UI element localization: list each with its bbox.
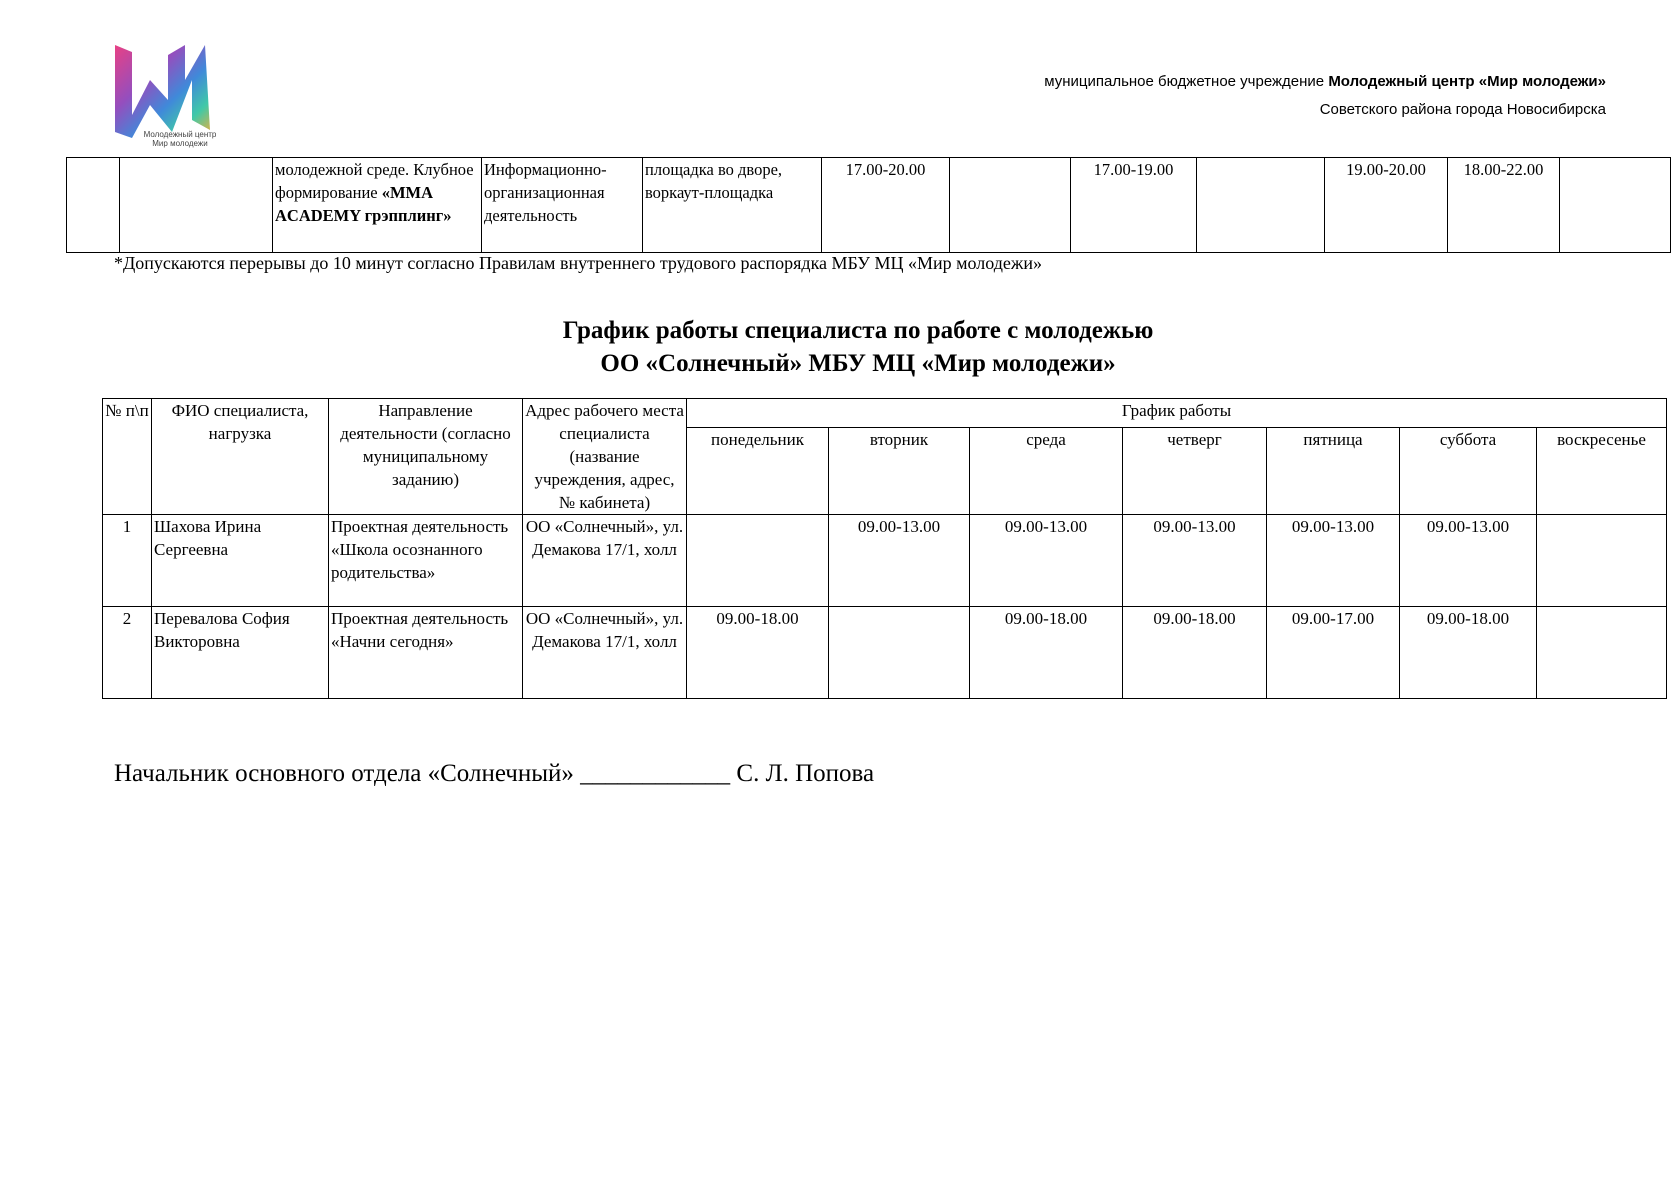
wednesday-cell: 09.00-18.00 (970, 607, 1123, 699)
direction-cell: Проектная деятельность «Школа осознанного родительства» (329, 515, 523, 607)
header-thursday: четверг (1123, 428, 1267, 515)
organization-line-2: Советского района города Новосибирска (1319, 101, 1606, 118)
monday-cell: 17.00-20.00 (822, 158, 950, 253)
saturday-cell: 09.00-18.00 (1400, 607, 1537, 699)
saturday-cell: 18.00-22.00 (1448, 158, 1560, 253)
page-title (0, 314, 1680, 380)
continued-schedule-table (66, 157, 1680, 253)
organization-line-1: муниципальное бюджетное учреждение Молодежный центр «Мир молодежи» (1044, 73, 1606, 90)
table-header-row (103, 399, 1667, 428)
tuesday-cell: 09.00-13.00 (829, 515, 970, 607)
title-line-2: ОО «Солнечный» МБУ МЦ «Мир молодежи» (600, 350, 1116, 377)
tuesday-cell (950, 158, 1071, 253)
direction-cell: молодежной среде. Клубное формирование «MMA ACADEMY грэпплинг» (273, 158, 482, 253)
organization-header (1044, 68, 1606, 124)
saturday-cell: 09.00-13.00 (1400, 515, 1537, 607)
tuesday-cell (829, 607, 970, 699)
friday-cell: 09.00-17.00 (1267, 607, 1400, 699)
name-cell: Шахова Ирина Сергеевна (152, 515, 329, 607)
table-row (103, 515, 1667, 607)
row-number-cell: 2 (103, 607, 152, 699)
header-sunday: воскресенье (1537, 428, 1667, 515)
header-monday: понедельник (687, 428, 829, 515)
wednesday-cell: 17.00-19.00 (1071, 158, 1197, 253)
sunday-cell (1537, 515, 1667, 607)
header-saturday: суббота (1400, 428, 1537, 515)
friday-cell: 19.00-20.00 (1325, 158, 1448, 253)
footnote: *Допускаются перерывы до 10 минут согласно Правилам внутреннего трудового распорядка МБУ МЦ «Мир молодежи» (114, 253, 1042, 273)
header-wednesday: среда (970, 428, 1123, 515)
sunday-cell (1537, 607, 1667, 699)
name-cell: Перевалова София Викторовна (152, 607, 329, 699)
direction-cell: Проектная деятельность «Начни сегодня» (329, 607, 523, 699)
header-tuesday: вторник (829, 428, 970, 515)
wednesday-cell: 09.00-13.00 (970, 515, 1123, 607)
address-cell: ОО «Солнечный», ул. Демакова 17/1, холл (523, 607, 687, 699)
friday-cell: 09.00-13.00 (1267, 515, 1400, 607)
name-cell (120, 158, 273, 253)
schedule-table (102, 398, 1667, 699)
logo-caption: Молодежный центр Мир молодежи (143, 130, 217, 148)
sunday-cell (1560, 158, 1671, 253)
monday-cell: 09.00-18.00 (687, 607, 829, 699)
header-number: № п\п (103, 399, 152, 515)
row-number-cell: 1 (103, 515, 152, 607)
title-line-1: График работы специалиста по работе с молодежью (562, 317, 1154, 344)
monday-cell (687, 515, 829, 607)
signature-line: Начальник основного отдела «Солнечный» ____________ С. Л. Попова (114, 760, 875, 787)
row-number-cell (67, 158, 120, 253)
thursday-cell: 09.00-18.00 (1123, 607, 1267, 699)
header-schedule: График работы (687, 399, 1667, 428)
table-row (103, 607, 1667, 699)
thursday-cell (1197, 158, 1325, 253)
place-cell: площадка во дворе, воркаут-площадка (643, 158, 822, 253)
thursday-cell: 09.00-13.00 (1123, 515, 1267, 607)
header-name: ФИО специалиста, нагрузка (152, 399, 329, 515)
address-cell: ОО «Солнечный», ул. Демакова 17/1, холл (523, 515, 687, 607)
table-row (67, 158, 1680, 253)
header-address: Адрес рабочего места специалиста (название учреждения, адрес, № кабинета) (523, 399, 687, 515)
header-direction: Направление деятельности (согласно муниципальному заданию) (329, 399, 523, 515)
activity-cell: Информационно-организационная деятельность (482, 158, 643, 253)
header-friday: пятница (1267, 428, 1400, 515)
